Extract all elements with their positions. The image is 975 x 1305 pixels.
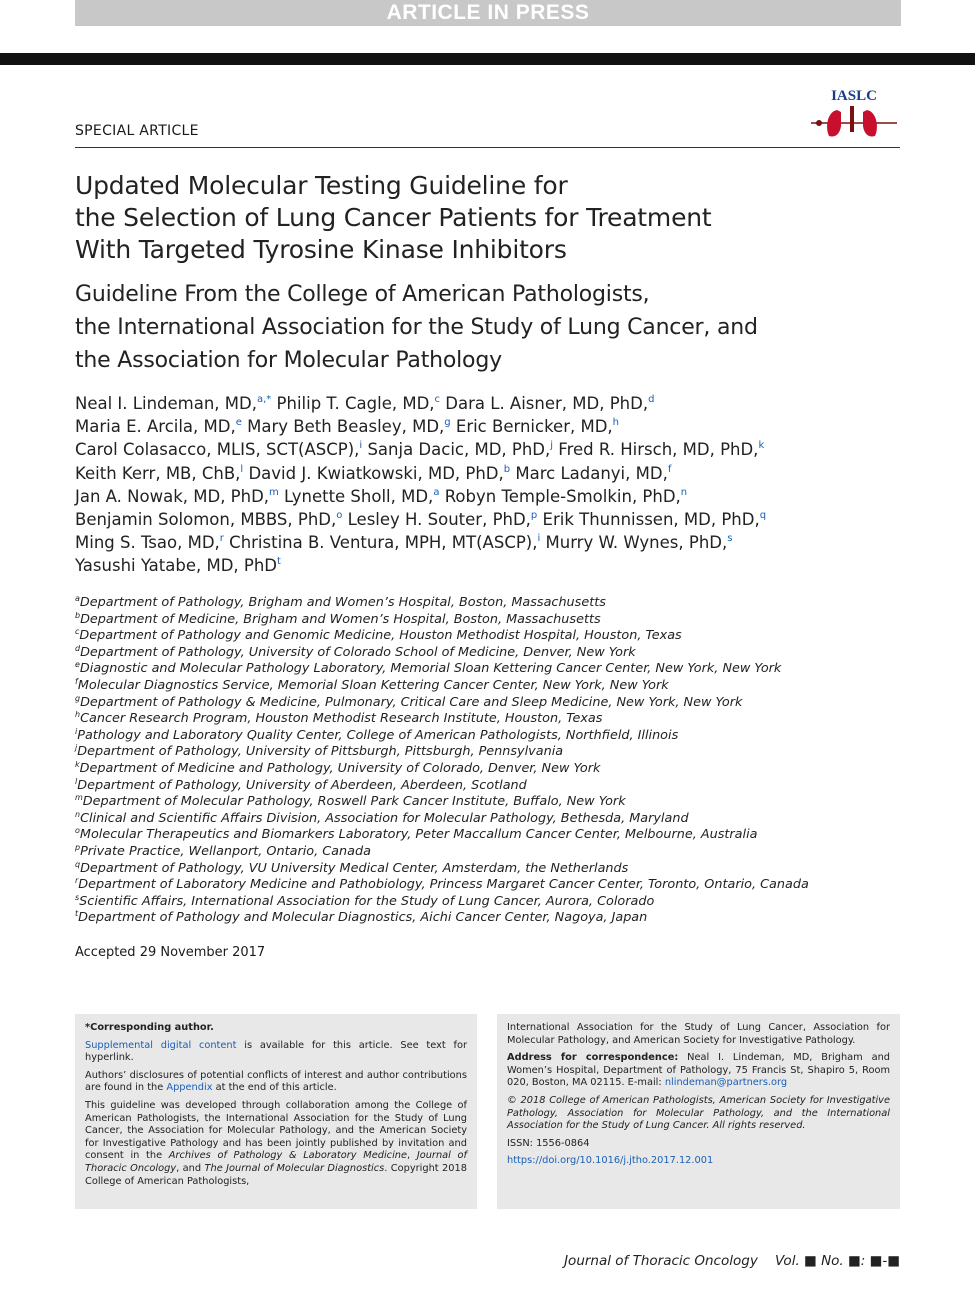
affiliation-key: o (75, 826, 80, 836)
affiliation-item (75, 861, 905, 878)
author-name: David J. Kwiatkowski, MD, PhD, (248, 463, 504, 483)
author-affiliation-mark[interactable]: l (240, 463, 244, 475)
author-affiliation-mark[interactable]: f (667, 463, 672, 475)
affiliation-text: Department of Pathology and Molecular Diagnostics, Aichi Cancer Center, Nagoya, Japan (78, 910, 648, 926)
author-affiliation-mark[interactable]: q (759, 510, 767, 522)
affiliation-text: Department of Medicine, Brigham and Women’s Hospital, Boston, Massachusetts (80, 611, 601, 627)
doi-link[interactable]: https://doi.org/10.1016/j.jtho.2017.12.001 (507, 1155, 714, 1167)
affiliation-key: m (75, 793, 83, 803)
affiliation-text: Private Practice, Wellanport, Ontario, Canada (80, 843, 371, 859)
author-name: Maria E. Arcila, MD, (75, 417, 236, 437)
affiliation-item (75, 744, 905, 761)
affiliation-item (75, 844, 905, 861)
affiliation-key: f (75, 676, 78, 686)
affiliation-text: Department of Pathology, Brigham and Women’s Hospital, Boston, Massachusetts (79, 595, 606, 610)
appendix-link[interactable]: Appendix (166, 1082, 213, 1094)
author-name: Ming S. Tsao, MD, (75, 533, 220, 553)
lung-caduceus-icon (807, 104, 901, 142)
continuation-text: International Association for the Study of Lung Cancer, Association for Molecular Pathology, and American Society for Investigative Pathology. (507, 1022, 890, 1046)
author-name: Keith Kerr, MB, ChB, (75, 463, 241, 483)
journal-name: The Journal of Molecular Diagnostics (204, 1162, 385, 1174)
affiliation-item (75, 811, 905, 828)
author-name: Murry W. Wynes, PhD, (545, 533, 728, 553)
author-name: Dara L. Aisner, MD, PhD, (445, 394, 649, 413)
affiliation-text: Department of Pathology, University of Aberdeen, Aberdeen, Scotland (77, 777, 527, 793)
affiliation-text: Molecular Diagnostics Service, Memorial Sloan Kettering Cancer Center, New York, New York (77, 677, 669, 693)
author-name: Eric Bernicker, MD, (455, 417, 613, 437)
article-subtitle (75, 278, 905, 377)
disclosure-text: Authors’ disclosures of potential conflicts of interest and author contributions are found in the (85, 1069, 467, 1094)
author-name: Benjamin Solomon, MBBS, PhD, (75, 510, 337, 530)
guideline-text-end: . Copyright 2018 College of American Pathologists, (85, 1162, 467, 1187)
affiliation-text: Department of Pathology, University of Pittsburgh, Pittsburgh, Pennsylvania (77, 744, 564, 760)
affiliation-item (75, 894, 905, 911)
author-name: Carol Colasacco, MLIS, SCT(ASCP), (75, 440, 360, 460)
author-line (75, 438, 905, 461)
author-affiliation-mark[interactable]: i (359, 440, 363, 452)
author-name: Christina B. Ventura, MPH, MT(ASCP), (229, 533, 538, 553)
author-line (75, 462, 905, 485)
affiliation-key: s (75, 892, 80, 902)
affiliation-key: p (75, 842, 81, 852)
author-name: Marc Ladanyi, MD, (515, 463, 668, 483)
corresponding-author-note: *Corresponding author. (85, 1022, 214, 1033)
author-affiliation-mark[interactable]: r (219, 533, 224, 545)
title-line: With Targeted Tyrosine Kinase Inhibitors (75, 235, 567, 264)
issn-text: ISSN: 1556-0864 (507, 1137, 590, 1149)
disclosure-text-end: at the end of this article. (212, 1082, 337, 1094)
affiliation-item (75, 827, 905, 844)
affiliation-item (75, 711, 905, 728)
affiliation-item (75, 695, 905, 712)
title-line: the Selection of Lung Cancer Patients for Treatment (75, 203, 712, 232)
subtitle-line: the International Association for the Study of Lung Cancer, and (75, 315, 758, 340)
author-affiliation-mark[interactable]: s (727, 533, 733, 545)
author-affiliation-mark[interactable]: j (550, 440, 554, 452)
page-footer (564, 1253, 900, 1269)
title-line: Updated Molecular Testing Guideline for (75, 171, 568, 200)
affiliation-key: l (75, 776, 78, 786)
author-name: Jan A. Nowak, MD, PhD, (75, 486, 270, 506)
author-affiliation-mark[interactable]: o (336, 510, 343, 522)
affiliation-key: j (75, 743, 78, 753)
author-affiliation-mark[interactable]: i (537, 533, 541, 545)
author-name: Philip T. Cagle, MD, (276, 394, 435, 413)
affiliation-text: Department of Molecular Pathology, Roswell Park Cancer Institute, Buffalo, New York (82, 794, 626, 810)
article-title (75, 170, 905, 266)
affiliation-key: b (75, 610, 81, 620)
affiliation-text: Molecular Therapeutics and Biomarkers Laboratory, Peter Maccallum Cancer Center, Melbourne, Australia (79, 827, 758, 843)
author-affiliation-mark[interactable]: e (235, 417, 242, 429)
author-affiliation-mark[interactable]: a,* (256, 394, 272, 405)
affiliation-list (75, 595, 905, 927)
header-bar (0, 53, 975, 65)
affiliation-item (75, 778, 905, 795)
author-name: Yasushi Yatabe, MD, PhD (75, 556, 278, 576)
supplemental-text: is available for this article. See text for hyperlink. (85, 1039, 467, 1064)
affiliation-key: c (75, 627, 80, 637)
affiliation-text: Department of Pathology and Genomic Medicine, Houston Methodist Hospital, Houston, Texas (79, 628, 682, 644)
author-name: Lynette Sholl, MD, (284, 486, 434, 506)
footnotes-left (75, 1014, 477, 1209)
author-name: Mary Beth Beasley, MD, (247, 417, 445, 437)
author-affiliation-mark[interactable]: t (277, 556, 281, 568)
affiliation-text: Department of Medicine and Pathology, University of Colorado, Denver, New York (79, 760, 601, 776)
affiliation-text: Cancer Research Program, Houston Methodist Research Institute, Houston, Texas (80, 711, 603, 727)
author-name: Erik Thunnissen, MD, PhD, (542, 510, 760, 530)
affiliation-item (75, 761, 905, 778)
affiliation-key: d (75, 643, 81, 653)
author-name: Neal I. Lindeman, MD, (75, 394, 257, 413)
affiliation-text: Pathology and Laboratory Quality Center, College of American Pathologists, Northfield, Illinois (77, 727, 679, 743)
affiliation-item (75, 678, 905, 695)
affiliation-key: n (75, 809, 81, 819)
affiliation-key: t (75, 909, 79, 919)
affiliation-key: h (75, 710, 81, 720)
author-line (75, 508, 905, 531)
author-affiliation-mark[interactable]: b (503, 463, 511, 475)
volume-info: Vol. ■ No. ■: ■-■ (774, 1253, 900, 1269)
affiliation-item (75, 661, 905, 678)
article-in-press-banner: ARTICLE IN PRESS (75, 0, 901, 26)
affiliation-text: Department of Pathology, University of Colorado School of Medicine, Denver, New York (80, 644, 636, 660)
separator-text: , and (176, 1162, 205, 1174)
affiliation-key: i (75, 726, 78, 736)
affiliation-key: e (75, 660, 80, 670)
author-name: Fred R. Hirsch, MD, PhD, (558, 440, 759, 460)
affiliation-text: Department of Laboratory Medicine and Pathobiology, Princess Margaret Cancer Center, Toronto, Ontario, Canada (78, 877, 809, 893)
author-affiliation-mark[interactable]: g (444, 417, 451, 429)
supplemental-content-link[interactable]: Supplemental digital content (85, 1039, 237, 1051)
affiliation-key: r (75, 876, 79, 886)
address-label: Address for correspondence: (507, 1052, 679, 1064)
journal-title: Journal of Thoracic Oncology (564, 1253, 758, 1269)
copyright-text: © 2018 College of American Pathologists, American Society for Investigative Pathology, Association for Molecular Pathology, and the International Association for the Study of Lung Cancer. All rights reserved. (507, 1094, 890, 1132)
affiliation-item (75, 645, 905, 662)
affiliation-item (75, 877, 905, 894)
affiliation-item (75, 728, 905, 745)
affiliation-text: Scientific Affairs, International Association for the Study of Lung Cancer, Aurora, Colorado (79, 893, 655, 909)
guideline-text: This guideline was developed through collaboration among the College of American Pathologists, the International Association for the Study of Lung Cancer, the Association for Molecular Pathology, and the American Society for Investigative Pathology and has been jointly published by invitation and consent in the (85, 1099, 467, 1162)
address-text: Neal I. Lindeman, MD, Brigham and Women’s Hospital, Department of Pathology, 75 Francis St, Shapiro 5, Room 020, Boston, MA 02115. E-mail: (507, 1052, 890, 1089)
author-affiliation-mark[interactable]: a (433, 486, 440, 498)
affiliation-key: q (75, 859, 81, 869)
author-affiliation-mark[interactable]: n (680, 486, 688, 498)
author-name: Robyn Temple-Smolkin, PhD, (444, 486, 681, 506)
affiliation-text: Department of Pathology, VU University Medical Center, Amsterdam, the Netherlands (80, 860, 629, 876)
author-name: Lesley H. Souter, PhD, (347, 510, 531, 530)
subtitle-line: Guideline From the College of American Pathologists, (75, 282, 650, 307)
author-line (75, 554, 905, 577)
affiliation-text: Clinical and Scientific Affairs Division, Association for Molecular Pathology, Bethesda, Maryland (80, 810, 689, 826)
author-affiliation-mark[interactable]: d (648, 394, 655, 405)
affiliation-item (75, 612, 905, 629)
author-line (75, 415, 905, 438)
author-affiliation-mark[interactable]: k (758, 440, 765, 452)
author-affiliation-mark[interactable]: h (612, 417, 620, 429)
affiliation-text: Department of Pathology & Medicine, Pulmonary, Critical Care and Sleep Medicine, New York, New York (80, 694, 743, 710)
email-link[interactable]: nlindeman@partners.org (664, 1077, 788, 1089)
footnotes-right (497, 1014, 900, 1209)
affiliation-text: Diagnostic and Molecular Pathology Laboratory, Memorial Sloan Kettering Cancer Center, New York, New York (79, 661, 782, 677)
author-affiliation-mark[interactable]: p (530, 510, 538, 522)
author-affiliation-mark[interactable]: c (434, 394, 441, 405)
affiliation-key: a (75, 594, 80, 603)
journal-name: Journal of Thoracic Oncology (85, 1150, 467, 1174)
separator-text: , (407, 1150, 417, 1162)
accepted-date: Accepted 29 November 2017 (75, 945, 266, 960)
affiliation-key: k (75, 759, 80, 769)
affiliation-item (75, 628, 905, 645)
journal-name: Archives of Pathology & Laboratory Medicine (168, 1150, 408, 1162)
section-label: SPECIAL ARTICLE (75, 123, 199, 139)
author-affiliation-mark[interactable]: m (269, 486, 279, 498)
author-line (75, 392, 905, 415)
author-list (75, 392, 905, 578)
affiliation-key: g (75, 693, 81, 703)
header-rule (75, 147, 900, 148)
affiliation-item (75, 910, 905, 927)
iaslc-logo (807, 88, 901, 144)
affiliation-item (75, 794, 905, 811)
subtitle-line: the Association for Molecular Pathology (75, 348, 502, 373)
author-line (75, 531, 905, 554)
author-line (75, 485, 905, 508)
author-name: Sanja Dacic, MD, PhD, (367, 440, 551, 460)
affiliation-item (75, 595, 905, 612)
logo-text: IASLC (831, 88, 877, 104)
